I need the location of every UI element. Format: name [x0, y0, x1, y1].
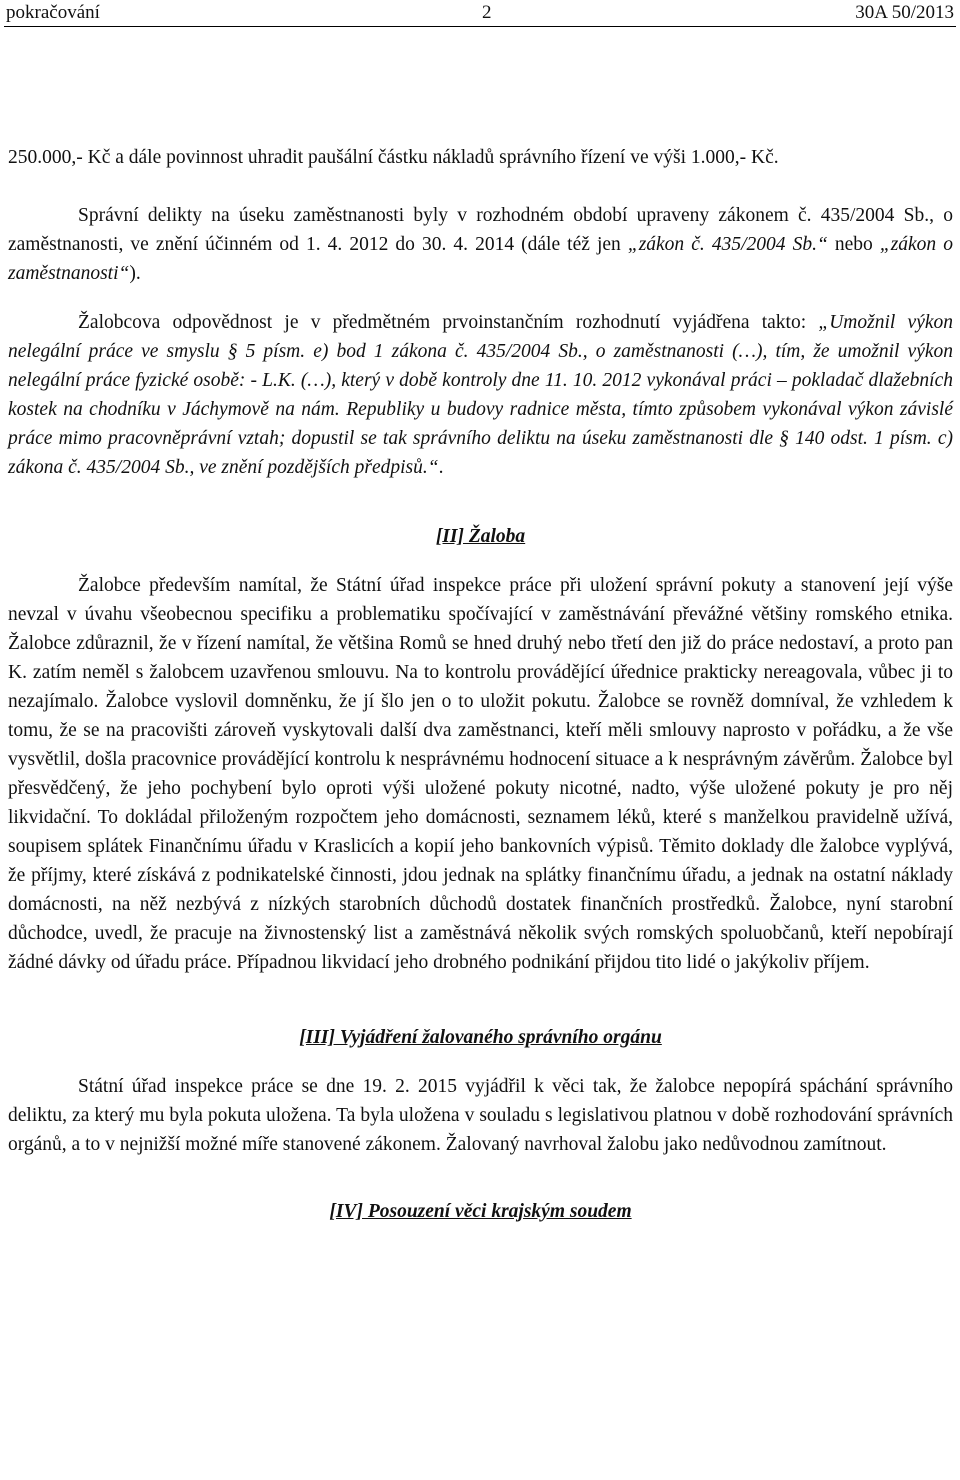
header-continuation: pokračování	[6, 2, 100, 23]
paragraph-fee: 250.000,- Kč a dále povinnost uhradit paušální částku nákladů správního řízení ve výši 1.000,- Kč.	[8, 147, 779, 168]
statute-abbreviation: „zákon č. 435/2004 Sb.“	[627, 234, 828, 255]
page-header	[6, 2, 954, 26]
paragraph-lawsuit: Žalobce především namítal, že Státní úřad inspekce práce při uložení správní pokuty a stanovení její výše nevzal v úvahu všeobecnou specifiku a problematiku spočívající v zaměstnávání převážné většiny romského etnika. Žalobce zdůraznil, že v řízení namítal, že většina Romů se hned druhý nebo třetí den již do práce nedostaví, a proto pan K. zatím neměl s žalobcem uzavřenou smlouvu. Na to kontrolu provádějící úřednice prakticky nereagovala, vůbec ji to nezajímalo. Žalobce vyslovil domněnku, že jí šlo jen o to uložit pokutu. Žalobce se rovněž domníval, že vzhledem k tomu, že se na pracovišti zároveň vyskytovali další dva zaměstnanci, kteří měli smlouvy naprosto v pořádku, a že vše vysvětlil, došla pracovnice provádějící kontrolu k nesprávnému hodnocení situace a k nesprávným závěrům. Žalobce byl přesvědčený, že jeho pochybení bylo oproti výši uložené pokuty nicotné, nadto, výše uložené pokuty je pro něj likvidační. To dokládal přiloženým rozpočtem jeho domácnosti, seznamem léků, které s manželkou pravidelně užívá, soupisem splátek Finančnímu úřadu v Kraslicích a kopií jeho bankovních výpisů. Těmito doklady dle žalobce vyplývá, že příjmy, které získává z podnikatelské činnosti, jdou jednak na splátky finančnímu úřadu, a jednak na ostatní náklady domácnosti, na něž nezbývá z nízkých starobních důchodů dostatek finančních prostředků. Žalobce, nyní starobní důchodce, uvedl, že pracuje na živnostenský list a zaměstnává několik svých romských spoluobčanů, kteří nepobírají žádné dávky od úřadu práce. Případnou likvidací jeho drobného podnikání přijdou tito lidé o jakýkoliv příjem.	[8, 575, 953, 973]
paragraph-defendant-statement: Státní úřad inspekce práce se dne 19. 2. 2015 vyjádřil k věci tak, že žalobce nepopírá spáchání správního deliktu, za který mu byla pokuta uložena. Ta byla uložena v souladu s legislativou platnou v době rozhodování správních orgánů, a to v nejnižší možné míře stanovené zákonem. Žalovaný navrhoval žalobu jako nedůvodnou zamítnout.	[8, 1076, 953, 1155]
paragraph-liability: Žalobcova odpovědnost je v předmětném prvoinstančním rozhodnutí vyjádřena takto: „Umožnil výkon nelegální práce ve smyslu § 5 písm. e) bod 1 zákona č. 435/2004 Sb., o zaměstnanosti (…), tím, že umožnil výkon nelegální práce fyzické osobě: - L.K. (…), který v době kontroly dne 11. 10. 2012 vykonával práci – pokladač dlažebních kostek na chodníku v Jáchymově na nám. Republiky u budovy radnice města, tímto způsobem vykonával výkon závislé práce mimo pracovněprávní vztah; dopustil se tak správního deliktu na úseku zaměstnanosti dle § 140 odst. 1 písm. c) zákona č. 435/2004 Sb., ve znění pozdějších předpisů.“.	[8, 312, 954, 478]
section-title-court-assessment: [IV] Posouzení věci krajským soudem	[329, 1201, 632, 1222]
document-body	[8, 143, 953, 1226]
statute-abbreviation-alt: „zákon o zaměstnanosti“	[8, 234, 953, 284]
section-title-defendant-statement: [III] Vyjádření žalovaného správního orgánu	[299, 1027, 662, 1048]
quoted-decision: „Umožnil výkon nelegální práce ve smyslu § 5 písm. e) bod 1 zákona č. 435/2004 Sb., o zaměstnanosti (…), tím, že umožnil výkon nelegální práce fyzické osobě: - L.K. (…), který v době kontroly dne 11. 10. 2012 vykonával práci – pokladač dlažebních kostek na chodníku v Jáchymově na nám. Republiky u budovy radnice města, tímto způsobem vykonával výkon závislé práce mimo pracovněprávní vztah; dopustil se tak správního deliktu na úseku zaměstnanosti dle § 140 odst. 1 písm. c) zákona č. 435/2004 Sb., ve znění pozdějších předpisů.“	[8, 312, 954, 478]
header-page-number: 2	[482, 2, 492, 23]
paragraph-legal-basis: Správní delikty na úseku zaměstnanosti byly v rozhodném období upraveny zákonem č. 435/2004 Sb., o zaměstnanosti, ve znění účinném od 1. 4. 2012 do 30. 4. 2014 (dále též jen „zákon č. 435/2004 Sb.“ nebo „zákon o zaměstnanosti“).	[8, 205, 953, 284]
header-case-number: 30A 50/2013	[855, 2, 954, 23]
header-divider	[4, 26, 956, 27]
section-title-lawsuit: [II] Žaloba	[435, 526, 526, 547]
